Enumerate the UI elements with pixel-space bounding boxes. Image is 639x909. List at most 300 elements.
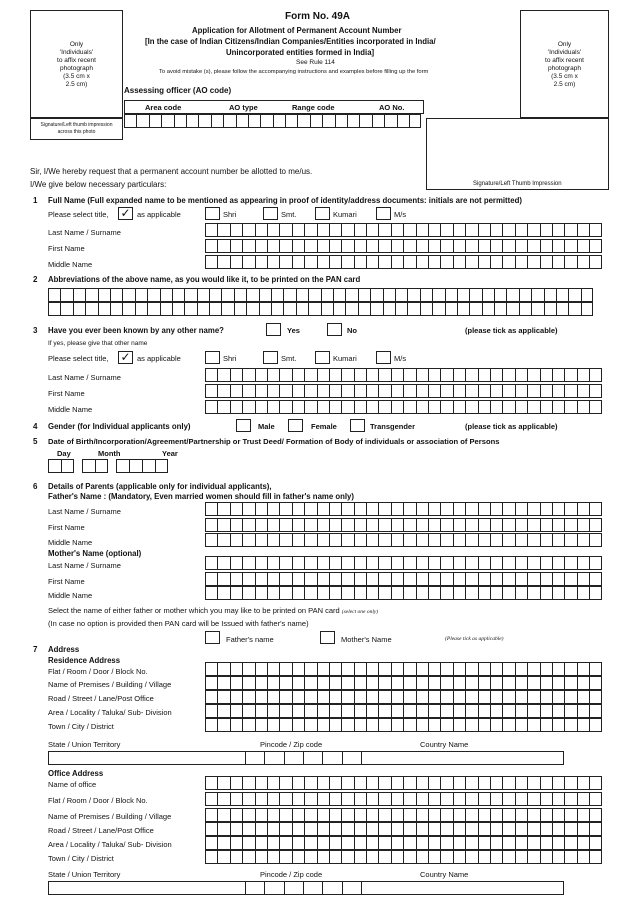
character-cell[interactable] (416, 718, 428, 732)
father-last-name-grid[interactable] (205, 502, 602, 516)
character-cell[interactable] (564, 400, 576, 414)
character-cell[interactable] (527, 518, 539, 532)
character-cell[interactable] (527, 792, 539, 806)
character-cell[interactable] (267, 586, 279, 600)
character-cell[interactable] (267, 384, 279, 398)
character-cell[interactable] (217, 255, 229, 269)
character-cell[interactable] (564, 368, 576, 382)
character-cell[interactable] (490, 704, 502, 718)
character-cell[interactable] (279, 556, 291, 570)
character-cell[interactable] (540, 776, 552, 790)
character-cell[interactable] (242, 704, 254, 718)
character-cell[interactable] (391, 533, 403, 547)
character-cell[interactable] (577, 533, 589, 547)
character-cell[interactable] (366, 776, 378, 790)
character-cell[interactable] (221, 302, 233, 316)
character-cell[interactable] (527, 239, 539, 253)
character-cell[interactable] (527, 586, 539, 600)
character-cell[interactable] (205, 255, 217, 269)
character-cell[interactable] (149, 114, 161, 128)
character-cell[interactable] (292, 850, 304, 864)
gender-transgender-checkbox[interactable] (350, 419, 365, 432)
character-cell[interactable] (98, 302, 110, 316)
character-cell[interactable] (432, 302, 444, 316)
character-cell[interactable] (465, 502, 477, 516)
mother-middle-name-grid[interactable] (205, 586, 602, 600)
character-cell[interactable] (515, 572, 527, 586)
character-cell[interactable] (267, 400, 279, 414)
character-cell[interactable] (304, 690, 316, 704)
character-cell[interactable] (478, 690, 490, 704)
res-town-grid[interactable] (205, 718, 602, 732)
character-cell[interactable] (271, 302, 283, 316)
character-cell[interactable] (478, 792, 490, 806)
character-cell[interactable] (564, 776, 576, 790)
character-cell[interactable] (292, 676, 304, 690)
character-cell[interactable] (589, 400, 601, 414)
character-cell[interactable] (589, 533, 601, 547)
character-cell[interactable] (366, 586, 378, 600)
character-cell[interactable] (465, 400, 477, 414)
character-cell[interactable] (416, 368, 428, 382)
character-cell[interactable] (255, 690, 267, 704)
character-cell[interactable] (255, 239, 267, 253)
character-cell[interactable] (416, 792, 428, 806)
character-cell[interactable] (391, 586, 403, 600)
character-cell[interactable] (304, 533, 316, 547)
character-cell[interactable] (317, 556, 329, 570)
character-cell[interactable] (403, 572, 415, 586)
character-cell[interactable] (515, 223, 527, 237)
character-cell[interactable] (391, 400, 403, 414)
character-cell[interactable] (122, 288, 134, 302)
character-cell[interactable] (391, 572, 403, 586)
character-cell[interactable] (317, 572, 329, 586)
character-cell[interactable] (478, 255, 490, 269)
character-cell[interactable] (354, 704, 366, 718)
character-cell[interactable] (354, 690, 366, 704)
character-cell[interactable] (552, 572, 564, 586)
character-cell[interactable] (527, 572, 539, 586)
character-cell[interactable] (292, 533, 304, 547)
character-cell[interactable] (494, 288, 506, 302)
office-town-grid[interactable] (205, 850, 602, 864)
character-cell[interactable] (482, 302, 494, 316)
character-cell[interactable] (217, 533, 229, 547)
character-cell[interactable] (217, 676, 229, 690)
character-cell[interactable] (267, 836, 279, 850)
character-cell[interactable] (416, 255, 428, 269)
character-cell[interactable] (440, 776, 452, 790)
character-cell[interactable] (255, 572, 267, 586)
character-cell[interactable] (428, 400, 440, 414)
character-cell[interactable] (279, 676, 291, 690)
character-cell[interactable] (378, 718, 390, 732)
character-cell[interactable] (73, 302, 85, 316)
character-cell[interactable] (577, 662, 589, 676)
character-cell[interactable] (416, 502, 428, 516)
character-cell[interactable] (354, 556, 366, 570)
character-cell[interactable] (292, 255, 304, 269)
character-cell[interactable] (403, 400, 415, 414)
middle-name-grid[interactable] (205, 255, 602, 269)
character-cell[interactable] (478, 239, 490, 253)
character-cell[interactable] (440, 556, 452, 570)
character-cell[interactable] (378, 223, 390, 237)
character-cell[interactable] (279, 776, 291, 790)
character-cell[interactable] (292, 836, 304, 850)
character-cell[interactable] (230, 850, 242, 864)
character-cell[interactable] (230, 255, 242, 269)
character-cell[interactable] (403, 776, 415, 790)
title-smt-checkbox[interactable] (263, 207, 278, 220)
character-cell[interactable] (589, 850, 601, 864)
character-cell[interactable] (354, 223, 366, 237)
character-cell[interactable] (335, 114, 347, 128)
character-cell[interactable] (527, 808, 539, 822)
character-cell[interactable] (317, 792, 329, 806)
character-cell[interactable] (279, 502, 291, 516)
character-cell[interactable] (378, 518, 390, 532)
character-cell[interactable] (230, 556, 242, 570)
character-cell[interactable] (317, 255, 329, 269)
character-cell[interactable] (366, 718, 378, 732)
character-cell[interactable] (515, 255, 527, 269)
character-cell[interactable] (416, 808, 428, 822)
character-cell[interactable] (540, 400, 552, 414)
character-cell[interactable] (205, 384, 217, 398)
character-cell[interactable] (552, 690, 564, 704)
character-cell[interactable] (428, 718, 440, 732)
character-cell[interactable] (304, 792, 316, 806)
character-cell[interactable] (490, 400, 502, 414)
character-cell[interactable] (230, 223, 242, 237)
character-cell[interactable] (267, 255, 279, 269)
character-cell[interactable] (292, 384, 304, 398)
character-cell[interactable] (283, 288, 295, 302)
character-cell[interactable] (354, 572, 366, 586)
character-cell[interactable] (217, 704, 229, 718)
character-cell[interactable] (564, 255, 576, 269)
character-cell[interactable] (564, 586, 576, 600)
character-cell[interactable] (453, 572, 465, 586)
character-cell[interactable] (403, 368, 415, 382)
character-cell[interactable] (478, 384, 490, 398)
character-cell[interactable] (378, 850, 390, 864)
character-cell[interactable] (478, 572, 490, 586)
character-cell[interactable] (589, 662, 601, 676)
character-cell[interactable] (378, 808, 390, 822)
character-cell[interactable] (453, 518, 465, 532)
character-cell[interactable] (255, 533, 267, 547)
character-cell[interactable] (502, 850, 514, 864)
character-cell[interactable] (416, 384, 428, 398)
character-cell[interactable] (465, 792, 477, 806)
character-cell[interactable] (519, 288, 531, 302)
character-cell[interactable] (205, 368, 217, 382)
character-cell[interactable] (564, 718, 576, 732)
character-cell[interactable] (304, 704, 316, 718)
character-cell[interactable] (490, 792, 502, 806)
character-cell[interactable] (242, 384, 254, 398)
character-cell[interactable] (453, 850, 465, 864)
character-cell[interactable] (416, 822, 428, 836)
character-cell[interactable] (552, 792, 564, 806)
character-cell[interactable] (255, 223, 267, 237)
character-cell[interactable] (465, 556, 477, 570)
character-cell[interactable] (317, 223, 329, 237)
character-cell[interactable] (564, 533, 576, 547)
character-cell[interactable] (304, 400, 316, 414)
character-cell[interactable] (469, 288, 481, 302)
character-cell[interactable] (329, 704, 341, 718)
character-cell[interactable] (98, 288, 110, 302)
character-cell[interactable] (391, 368, 403, 382)
character-cell[interactable] (531, 288, 543, 302)
character-cell[interactable] (172, 302, 184, 316)
character-cell[interactable] (515, 718, 527, 732)
character-cell[interactable] (317, 808, 329, 822)
character-cell[interactable] (267, 368, 279, 382)
character-cell[interactable] (490, 690, 502, 704)
photo-box-left[interactable] (30, 10, 123, 118)
character-cell[interactable] (217, 822, 229, 836)
ao-code-grid[interactable] (124, 114, 421, 128)
character-cell[interactable] (552, 662, 564, 676)
character-cell[interactable] (527, 223, 539, 237)
character-cell[interactable] (279, 850, 291, 864)
character-cell[interactable] (136, 114, 148, 128)
character-cell[interactable] (366, 572, 378, 586)
character-cell[interactable] (366, 822, 378, 836)
character-cell[interactable] (416, 676, 428, 690)
character-cell[interactable] (354, 368, 366, 382)
other-title-smt-checkbox[interactable] (263, 351, 278, 364)
character-cell[interactable] (391, 502, 403, 516)
character-cell[interactable] (217, 808, 229, 822)
character-cell[interactable] (317, 718, 329, 732)
character-cell[interactable] (378, 836, 390, 850)
character-cell[interactable] (205, 704, 217, 718)
character-cell[interactable] (407, 302, 419, 316)
character-cell[interactable] (577, 572, 589, 586)
character-cell[interactable] (478, 850, 490, 864)
character-cell[interactable] (490, 368, 502, 382)
character-cell[interactable] (317, 776, 329, 790)
character-cell[interactable] (440, 690, 452, 704)
character-cell[interactable] (322, 114, 334, 128)
character-cell[interactable] (366, 836, 378, 850)
character-cell[interactable] (577, 223, 589, 237)
character-cell[interactable] (242, 776, 254, 790)
character-cell[interactable] (378, 704, 390, 718)
character-cell[interactable] (589, 239, 601, 253)
character-cell[interactable] (285, 114, 297, 128)
character-cell[interactable] (135, 302, 147, 316)
character-cell[interactable] (223, 114, 235, 128)
character-cell[interactable] (304, 776, 316, 790)
character-cell[interactable] (358, 288, 370, 302)
character-cell[interactable] (416, 239, 428, 253)
character-cell[interactable] (341, 400, 353, 414)
character-cell[interactable] (453, 808, 465, 822)
character-cell[interactable] (453, 368, 465, 382)
character-cell[interactable] (259, 302, 271, 316)
character-cell[interactable] (506, 288, 518, 302)
character-cell[interactable] (217, 662, 229, 676)
character-cell[interactable] (317, 676, 329, 690)
character-cell[interactable] (564, 239, 576, 253)
character-cell[interactable] (391, 518, 403, 532)
character-cell[interactable] (116, 459, 129, 473)
character-cell[interactable] (304, 836, 316, 850)
character-cell[interactable] (428, 704, 440, 718)
character-cell[interactable] (354, 792, 366, 806)
character-cell[interactable] (544, 288, 556, 302)
character-cell[interactable] (490, 518, 502, 532)
character-cell[interactable] (440, 533, 452, 547)
character-cell[interactable] (502, 572, 514, 586)
character-cell[interactable] (440, 518, 452, 532)
character-cell[interactable] (341, 850, 353, 864)
character-cell[interactable] (217, 718, 229, 732)
print-mother-checkbox[interactable] (320, 631, 335, 644)
character-cell[interactable] (304, 718, 316, 732)
character-cell[interactable] (205, 586, 217, 600)
character-cell[interactable] (279, 792, 291, 806)
character-cell[interactable] (255, 836, 267, 850)
character-cell[interactable] (267, 776, 279, 790)
character-cell[interactable] (428, 255, 440, 269)
character-cell[interactable] (329, 572, 341, 586)
character-cell[interactable] (502, 836, 514, 850)
character-cell[interactable] (142, 459, 155, 473)
character-cell[interactable] (416, 586, 428, 600)
character-cell[interactable] (564, 704, 576, 718)
character-cell[interactable] (317, 239, 329, 253)
character-cell[interactable] (416, 850, 428, 864)
character-cell[interactable] (478, 518, 490, 532)
character-cell[interactable] (540, 704, 552, 718)
character-cell[interactable] (465, 384, 477, 398)
character-cell[interactable] (329, 676, 341, 690)
character-cell[interactable] (428, 792, 440, 806)
character-cell[interactable] (267, 223, 279, 237)
character-cell[interactable] (354, 255, 366, 269)
character-cell[interactable] (490, 776, 502, 790)
character-cell[interactable] (403, 556, 415, 570)
character-cell[interactable] (540, 533, 552, 547)
character-cell[interactable] (255, 384, 267, 398)
character-cell[interactable] (502, 556, 514, 570)
character-cell[interactable] (527, 822, 539, 836)
character-cell[interactable] (478, 502, 490, 516)
character-cell[interactable] (383, 288, 395, 302)
character-cell[interactable] (354, 776, 366, 790)
character-cell[interactable] (230, 836, 242, 850)
character-cell[interactable] (577, 704, 589, 718)
character-cell[interactable] (366, 223, 378, 237)
character-cell[interactable] (366, 556, 378, 570)
character-cell[interactable] (564, 662, 576, 676)
character-cell[interactable] (378, 255, 390, 269)
character-cell[interactable] (440, 400, 452, 414)
character-cell[interactable] (540, 502, 552, 516)
character-cell[interactable] (577, 239, 589, 253)
character-cell[interactable] (428, 676, 440, 690)
character-cell[interactable] (378, 384, 390, 398)
character-cell[interactable] (440, 572, 452, 586)
character-cell[interactable] (354, 662, 366, 676)
character-cell[interactable] (317, 518, 329, 532)
character-cell[interactable] (527, 718, 539, 732)
character-cell[interactable] (321, 288, 333, 302)
office-area-grid[interactable] (205, 836, 602, 850)
character-cell[interactable] (341, 556, 353, 570)
character-cell[interactable] (515, 239, 527, 253)
character-cell[interactable] (292, 556, 304, 570)
character-cell[interactable] (217, 556, 229, 570)
character-cell[interactable] (345, 288, 357, 302)
res-area-grid[interactable] (205, 704, 602, 718)
character-cell[interactable] (292, 690, 304, 704)
character-cell[interactable] (440, 502, 452, 516)
character-cell[interactable] (255, 676, 267, 690)
character-cell[interactable] (283, 302, 295, 316)
character-cell[interactable] (465, 718, 477, 732)
character-cell[interactable] (230, 239, 242, 253)
character-cell[interactable] (304, 223, 316, 237)
character-cell[interactable] (577, 384, 589, 398)
character-cell[interactable] (333, 302, 345, 316)
character-cell[interactable] (490, 676, 502, 690)
character-cell[interactable] (354, 533, 366, 547)
character-cell[interactable] (544, 302, 556, 316)
character-cell[interactable] (246, 302, 258, 316)
character-cell[interactable] (205, 662, 217, 676)
character-cell[interactable] (304, 572, 316, 586)
character-cell[interactable] (217, 572, 229, 586)
character-cell[interactable] (304, 502, 316, 516)
character-cell[interactable] (378, 586, 390, 600)
character-cell[interactable] (564, 384, 576, 398)
character-cell[interactable] (246, 288, 258, 302)
character-cell[interactable] (317, 533, 329, 547)
character-cell[interactable] (304, 662, 316, 676)
character-cell[interactable] (292, 704, 304, 718)
character-cell[interactable] (304, 518, 316, 532)
character-cell[interactable] (428, 836, 440, 850)
character-cell[interactable] (581, 288, 593, 302)
character-cell[interactable] (366, 662, 378, 676)
res-state-pin-country-row[interactable] (48, 751, 564, 765)
character-cell[interactable] (341, 533, 353, 547)
character-cell[interactable] (317, 704, 329, 718)
character-cell[interactable] (329, 223, 341, 237)
mother-first-name-grid[interactable] (205, 572, 602, 586)
character-cell[interactable] (440, 718, 452, 732)
character-cell[interactable] (428, 502, 440, 516)
character-cell[interactable] (354, 676, 366, 690)
character-cell[interactable] (230, 572, 242, 586)
character-cell[interactable] (304, 556, 316, 570)
other-title-ms-checkbox[interactable] (376, 351, 391, 364)
character-cell[interactable] (279, 533, 291, 547)
character-cell[interactable] (581, 302, 593, 316)
character-cell[interactable] (255, 368, 267, 382)
character-cell[interactable] (292, 502, 304, 516)
character-cell[interactable] (297, 114, 309, 128)
